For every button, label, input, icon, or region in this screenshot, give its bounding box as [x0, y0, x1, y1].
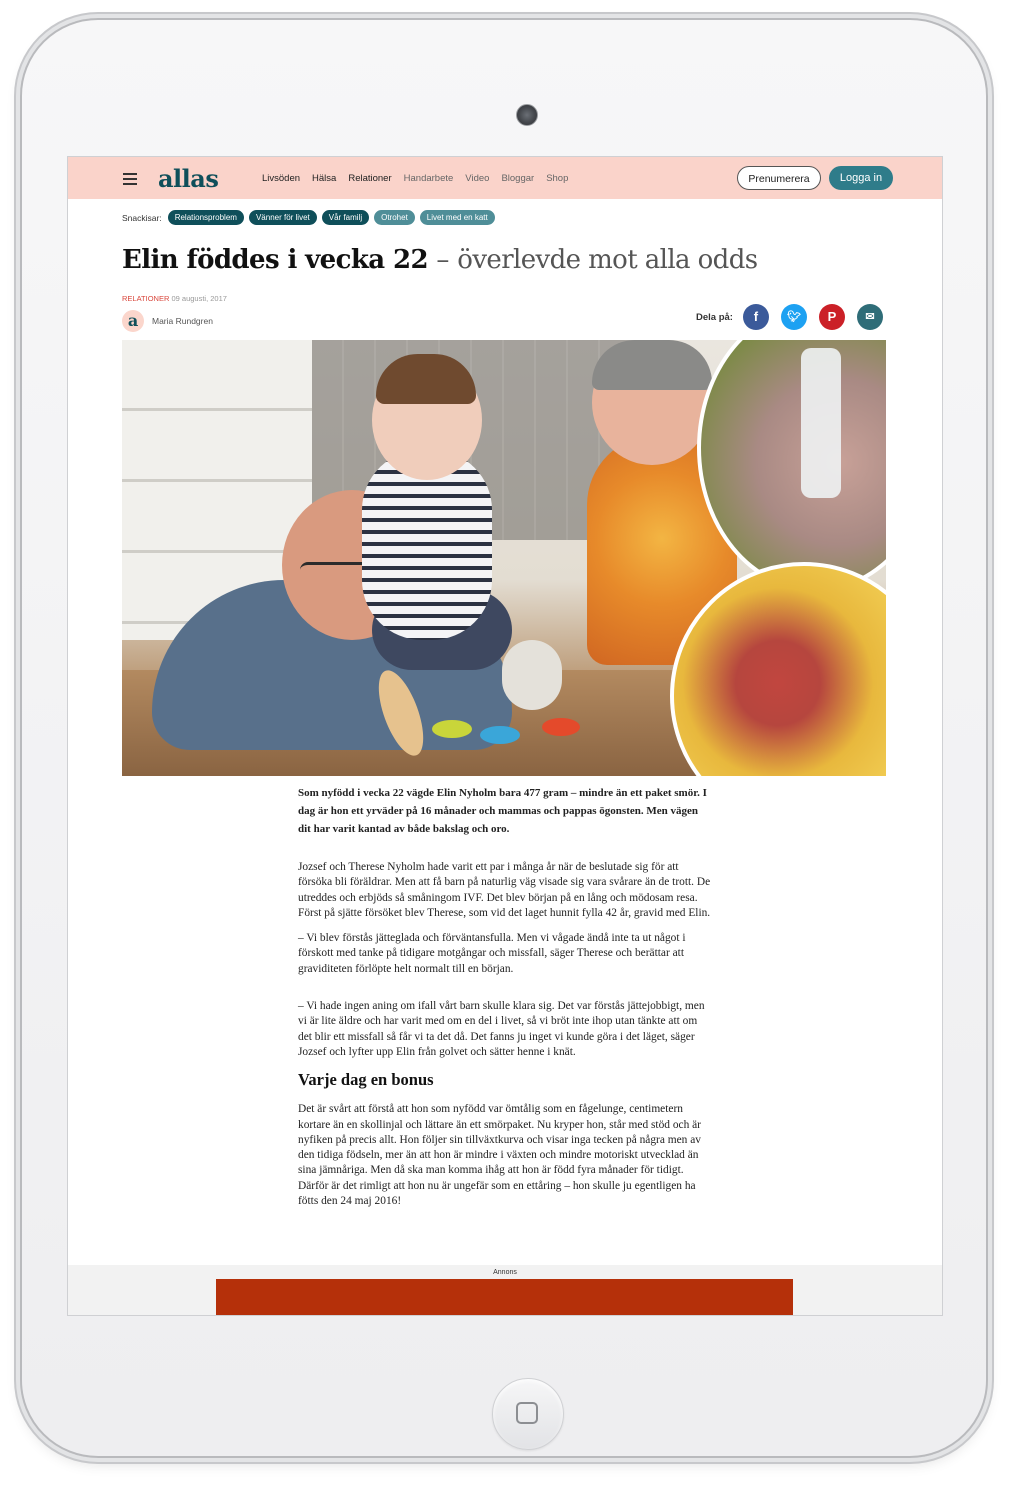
tag-livet-med-en-katt[interactable]: Livet med en katt: [420, 210, 495, 225]
snackisar-label: Snackisar:: [122, 212, 162, 223]
home-square-icon: [516, 1402, 538, 1424]
share-bar: [696, 304, 883, 330]
nav-item-halsa[interactable]: Hälsa: [312, 173, 337, 184]
main-nav: [262, 173, 580, 184]
header-bar: [68, 157, 942, 199]
snackisar-bar: [122, 210, 500, 225]
subscribe-button[interactable]: Prenumerera: [737, 166, 821, 190]
mail-icon[interactable]: ✉: [857, 304, 883, 330]
tag-relationsproblem[interactable]: Relationsproblem: [168, 210, 244, 225]
paragraph: Det är svårt att förstå att hon som nyfödd var ömtålig som en fågelunge, centimetern kortare än en skollinjal och lättare än ett smörpaket. Nu kryper hon, står med stöd och är nyfiken på precis allt. Hon följer sin tillväxtkurva och visar inga tecken på några men av den tidiga födseln, mer än att hon är mindre i växten och mindre motoriskt utvecklad än sina jämnåriga. Men då ska man komma ihåg att hon är född fyra månader för tidigt. Därför är det rimligt att hon nu är ungefär som en ettåring – hon skulle ju egentligen ha fötts den 24 maj 2016!: [298, 1103, 701, 1208]
twitter-icon[interactable]: 🐦︎: [781, 304, 807, 330]
avatar: a: [122, 310, 144, 332]
article-title: [122, 245, 758, 275]
nav-item-shop[interactable]: Shop: [546, 173, 569, 184]
article-lead: Som nyfödd i vecka 22 vägde Elin Nyholm bara 477 gram – mindre än ett paket smör. I dag är hon ett yrväder på 16 månader och mammas och pappas ögonsten. Men vägen dit har varit kantad av både bakslag och oro.: [298, 787, 707, 835]
ad-area: [68, 1265, 942, 1315]
article-meta: [122, 294, 227, 303]
paragraph: Jozsef och Therese Nyholm hade varit ett par i många år när de beslutade sig för att försöka bli föräldrar. Men att få barn på naturlig väg visade sig vara svårare än de trott. De utreddes och erbjöds så småningom IVF. Det blev början på en lång och mödosam resa. Först på sjätte försöket blev Therese, som vid det laget hunnit fylla 42 år, gravid med Elin.: [298, 861, 711, 919]
home-button[interactable]: [492, 1378, 564, 1450]
author-name[interactable]: Maria Rundgren: [152, 316, 213, 326]
article-category[interactable]: RELATIONER: [122, 294, 170, 303]
tag-var-familj[interactable]: Vår familj: [322, 210, 369, 225]
ad-label: Annons: [493, 1269, 517, 1276]
menu-icon[interactable]: [123, 173, 137, 188]
screen: [68, 157, 942, 1315]
pinterest-icon[interactable]: P: [819, 304, 845, 330]
paragraph: – Vi hade ingen aning om ifall vårt barn skulle klara sig. Det var förstås jättejobbigt, men vi är lite äldre och har varit med om en del i livet, så vi bröt inte ihop utan tänkte att om det blir ett missfall så får vi ta det då. Det fanns ju inget vi kunde göra i det läget, säger Jozsef och lyfter upp Elin från golvet och sätter henne i knät.: [298, 1000, 705, 1058]
article-date: 09 augusti, 2017: [171, 294, 227, 303]
hero-image: [122, 340, 886, 776]
share-label: Dela på:: [696, 311, 733, 323]
article-body: [298, 784, 712, 1219]
site-logo[interactable]: allas: [158, 164, 219, 193]
facebook-icon[interactable]: f: [743, 304, 769, 330]
author: [122, 310, 213, 332]
login-button[interactable]: Logga in: [829, 166, 893, 190]
camera-icon: [516, 104, 538, 126]
nav-item-relationer[interactable]: Relationer: [348, 173, 392, 184]
tag-vanner-for-livet[interactable]: Vänner för livet: [249, 210, 317, 225]
nav-item-handarbete[interactable]: Handarbete: [403, 173, 454, 184]
nav-item-video[interactable]: Video: [465, 173, 490, 184]
tag-otrohet[interactable]: Otrohet: [374, 210, 415, 225]
title-dash: –: [436, 245, 449, 275]
title-main: Elin föddes i vecka 22: [122, 245, 428, 275]
title-sub: överlevde mot alla odds: [457, 245, 758, 275]
nav-item-livsoden[interactable]: Livsöden: [262, 173, 301, 184]
nav-item-bloggar[interactable]: Bloggar: [501, 173, 535, 184]
ad-banner[interactable]: [216, 1279, 793, 1315]
subheading: Varje dag en bonus: [298, 1070, 434, 1090]
paragraph: – Vi blev förstås jätteglada och förväntansfulla. Men vi vågade ändå inte ta ut något i förskott med tanke på tidigare motgångar och missfall, säger Therese och berättar att graviditeten förlöpte helt normalt till en början.: [298, 932, 686, 975]
